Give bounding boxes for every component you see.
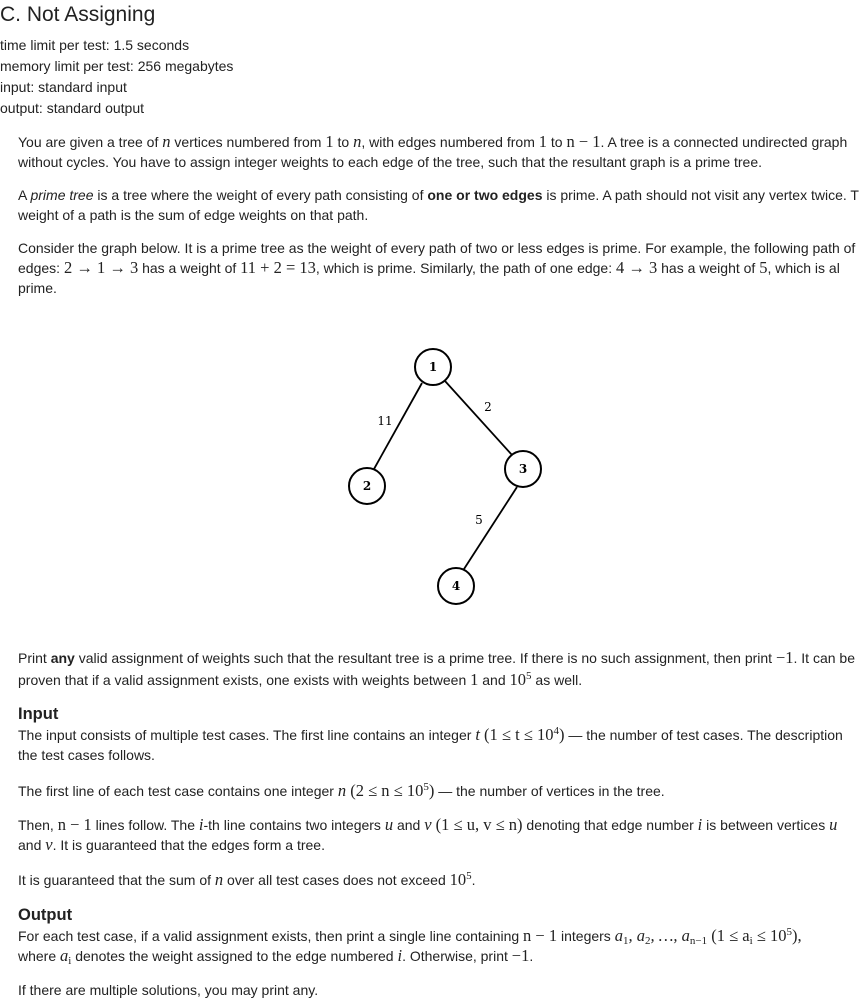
statement-paragraph-3: Consider the graph below. It is a prime tree as the weight of every path of two or less edges is prime. For example, the following path of edges: 2 → 1 → 3 has a weight of 11 + 2 = 13, which is prime. Similarly, the path of one edge: 4 → 3 has a weight of 5, which is al prime. [18, 240, 856, 296]
edge-label-1-3: 2 [484, 400, 492, 414]
edge-1-3 [445, 381, 512, 455]
edge-label-1-2: 11 [377, 414, 393, 428]
node-label-1: 1 [428, 360, 438, 374]
statement-paragraph-2: A prime tree is a tree where the weight of every path consisting of one or two edges is prime. A path should not visit any vertex twice. T weight of a path is the sum of edge weights on that path. [18, 187, 859, 223]
node-label-3: 3 [518, 462, 528, 476]
problem-title: C. Not Assigning [0, 3, 156, 26]
output-spec: output: standard output [0, 100, 144, 116]
input-paragraph-3: Then, n − 1 lines follow. The i-th line contains two integers u and v (1 ≤ u, v ≤ n) denoting that edge number i is between vertices u and v. It is guaranteed that the edges form a tree. [18, 815, 838, 854]
edge-3-4 [464, 487, 517, 569]
input-paragraph-4: It is guaranteed that the sum of n over all test cases does not exceed $10^5$. [18, 870, 476, 889]
node-label-2: 2 [362, 479, 372, 493]
edge-label-3-4: 5 [475, 513, 483, 527]
node-label-4: 4 [451, 579, 461, 593]
time-limit: time limit per test: 1.5 seconds [0, 37, 190, 53]
output-section-title: Output [18, 906, 73, 924]
statement-paragraph-4: Print any valid assignment of weights such that the resultant tree is a prime tree. If there is no such assignment, then print −1. It can be proven that if a valid assignment exists, one exists with weights between 1 and $10^5$ as well. [18, 648, 855, 689]
statement-paragraph-1: You are given a tree of n vertices numbered from 1 to n, with edges numbered from 1 to n − 1. A tree is a connected undirected graph without cycles. You have to assign integer weights to each edge of the tree, such that the resultant graph is a prime tree. [18, 132, 848, 170]
input-spec: input: standard input [0, 79, 127, 95]
input-section-title: Input [18, 705, 59, 723]
input-paragraph-1: The input consists of multiple test cases. The first line contains an integer t $(1 \le t \le 10^4)$ — the number of test cases. The description the test cases follows. [18, 725, 843, 763]
output-paragraph-1: For each test case, if a valid assignment exists, then print a single line containing n − 1 integers $a_1$, $a_2$, …, $a_{n-1}$ $(1 \le a_i \le 10^5)$, where $a_i$ denotes the weight assigned to the edge numbered i. Otherwise, print −1. [18, 926, 802, 967]
output-paragraph-2: If there are multiple solutions, you may print any. [18, 982, 319, 998]
input-paragraph-2: The first line of each test case contains one integer n $(2 \le n \le 10^5)$ — the number of vertices in the tree. [18, 781, 665, 800]
memory-limit: memory limit per test: 256 megabytes [0, 58, 234, 74]
